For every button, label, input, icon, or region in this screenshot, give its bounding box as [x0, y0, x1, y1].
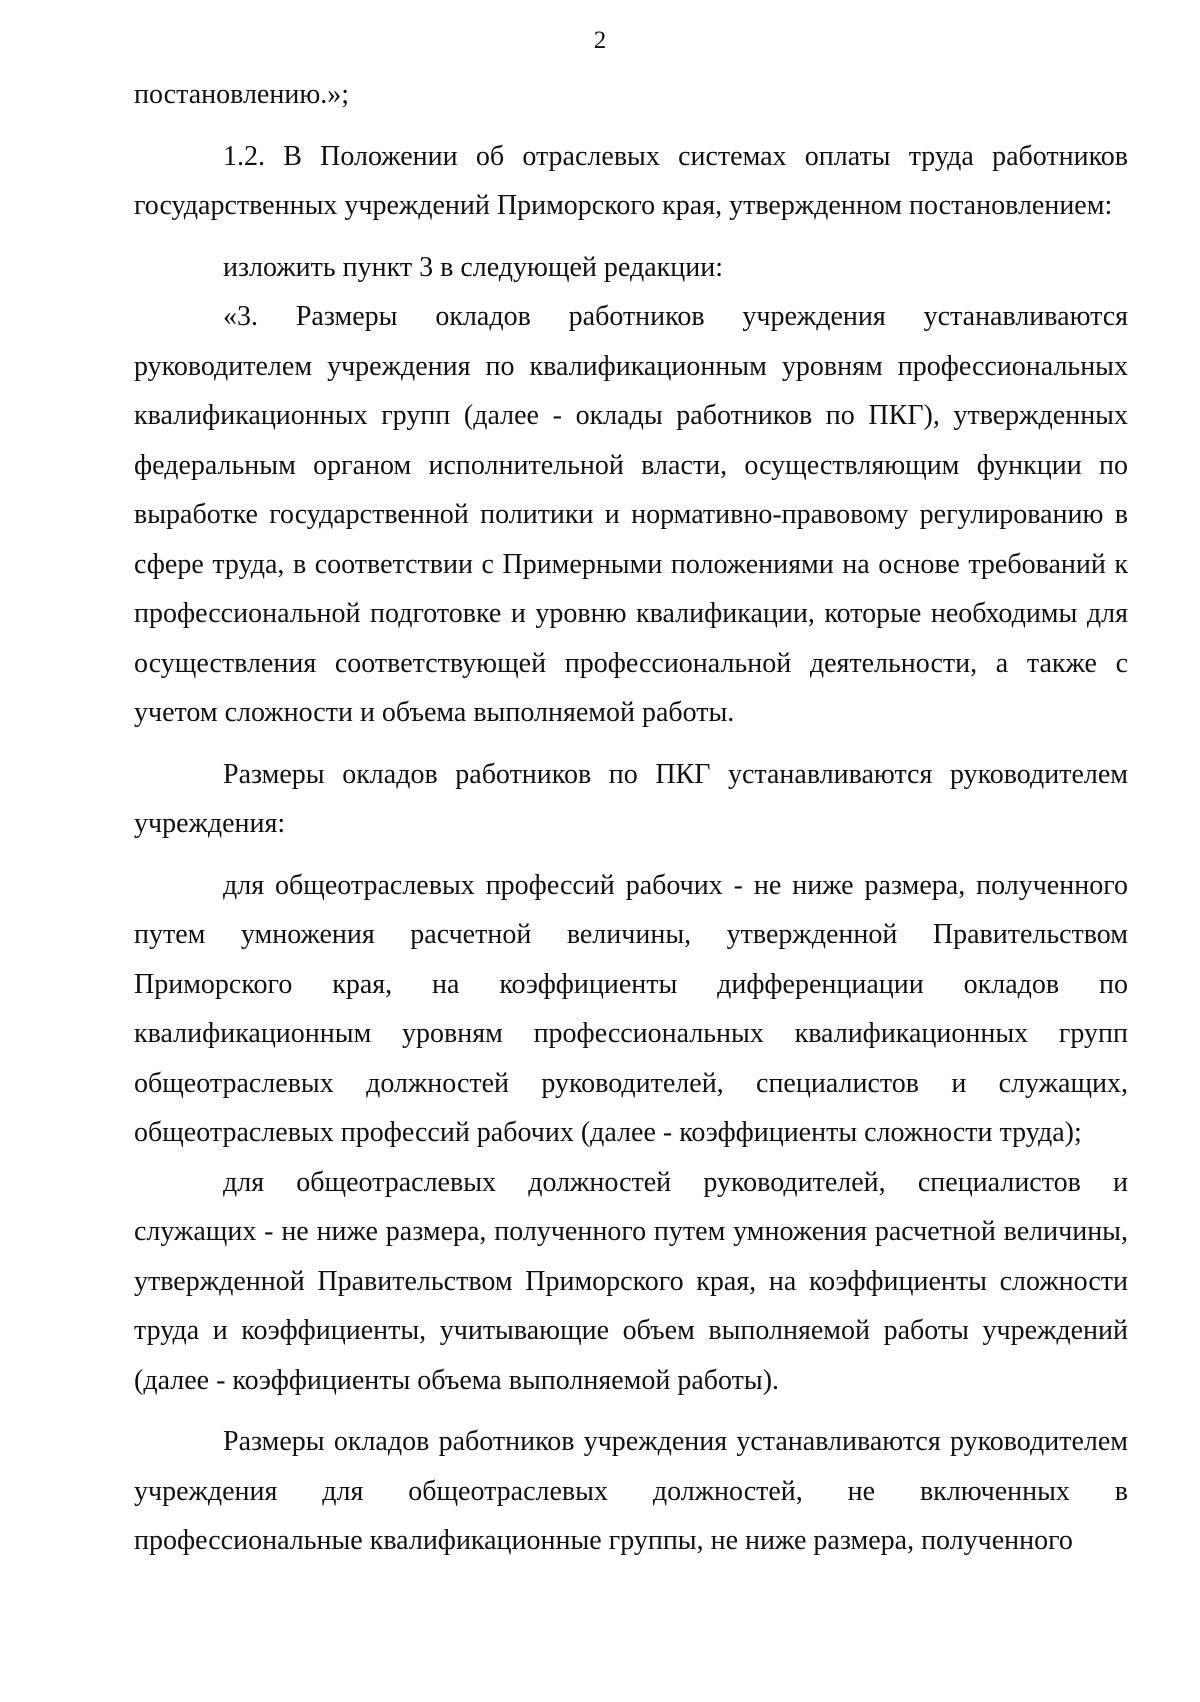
paragraph-non-pkg-positions: Размеры окладов работников учреждения устанавливаются руководителем учреждения для общеотраслевых должностей, не включенных в профессиональные квалификационные группы, не ниже размера, полученного: [134, 1426, 1128, 1556]
page-number: 2: [593, 27, 607, 54]
paragraph-workers-professions: для общеотраслевых профессий рабочих - не ниже размера, полученного путем умножения расчетной величины, утвержденной Правительством Приморского края, на коэффициенты дифференциации окладов по квалификационным уровням профессиональных квалификационных групп общеотраслевых должностей руководителей, специалистов и служащих, общеотраслевых профессий рабочих (далее - коэффициенты сложности труда);: [134, 869, 1128, 1148]
paragraph-pkg-salaries: Размеры окладов работников по ПКГ устанавливаются руководителем учреждения:: [134, 758, 1128, 839]
paragraph-point-3: «3. Размеры окладов работников учреждения устанавливаются руководителем учреждения по квалификационным уровням профессиональных квалификационных групп (далее - оклады работников по ПКГ), утвержденных федеральным органом исполнительной власти, осуществляющим функции по выработке государственной политики и нормативно-правовому регулированию в сфере труда, в соответствии с Примерными положениями на основе требований к профессиональной подготовке и уровню квалификации, которые необходимы для осуществления соответствующей профессиональной деятельности, а также с учетом сложности и объема выполняемой работы.: [134, 301, 1128, 728]
paragraph-instruction: изложить пункт 3 в следующей редакции:: [223, 251, 723, 283]
paragraph-managers-specialists: для общеотраслевых должностей руководителей, специалистов и служащих - не ниже размера, полученного путем умножения расчетной величины, утвержденной Правительством Приморского края, на коэффициенты сложности труда и коэффициенты, учитывающие объем выполняемой работы учреждений (далее - коэффициенты объема выполняемой работы).: [134, 1166, 1128, 1396]
paragraph-item-1-2: 1.2. В Положении об отраслевых системах оплаты труда работников государственных учреждений Приморского края, утвержденном постановлением:: [134, 140, 1128, 221]
document-body: [134, 70, 1128, 1566]
paragraph-continuation: постановлению.»;: [134, 79, 350, 110]
